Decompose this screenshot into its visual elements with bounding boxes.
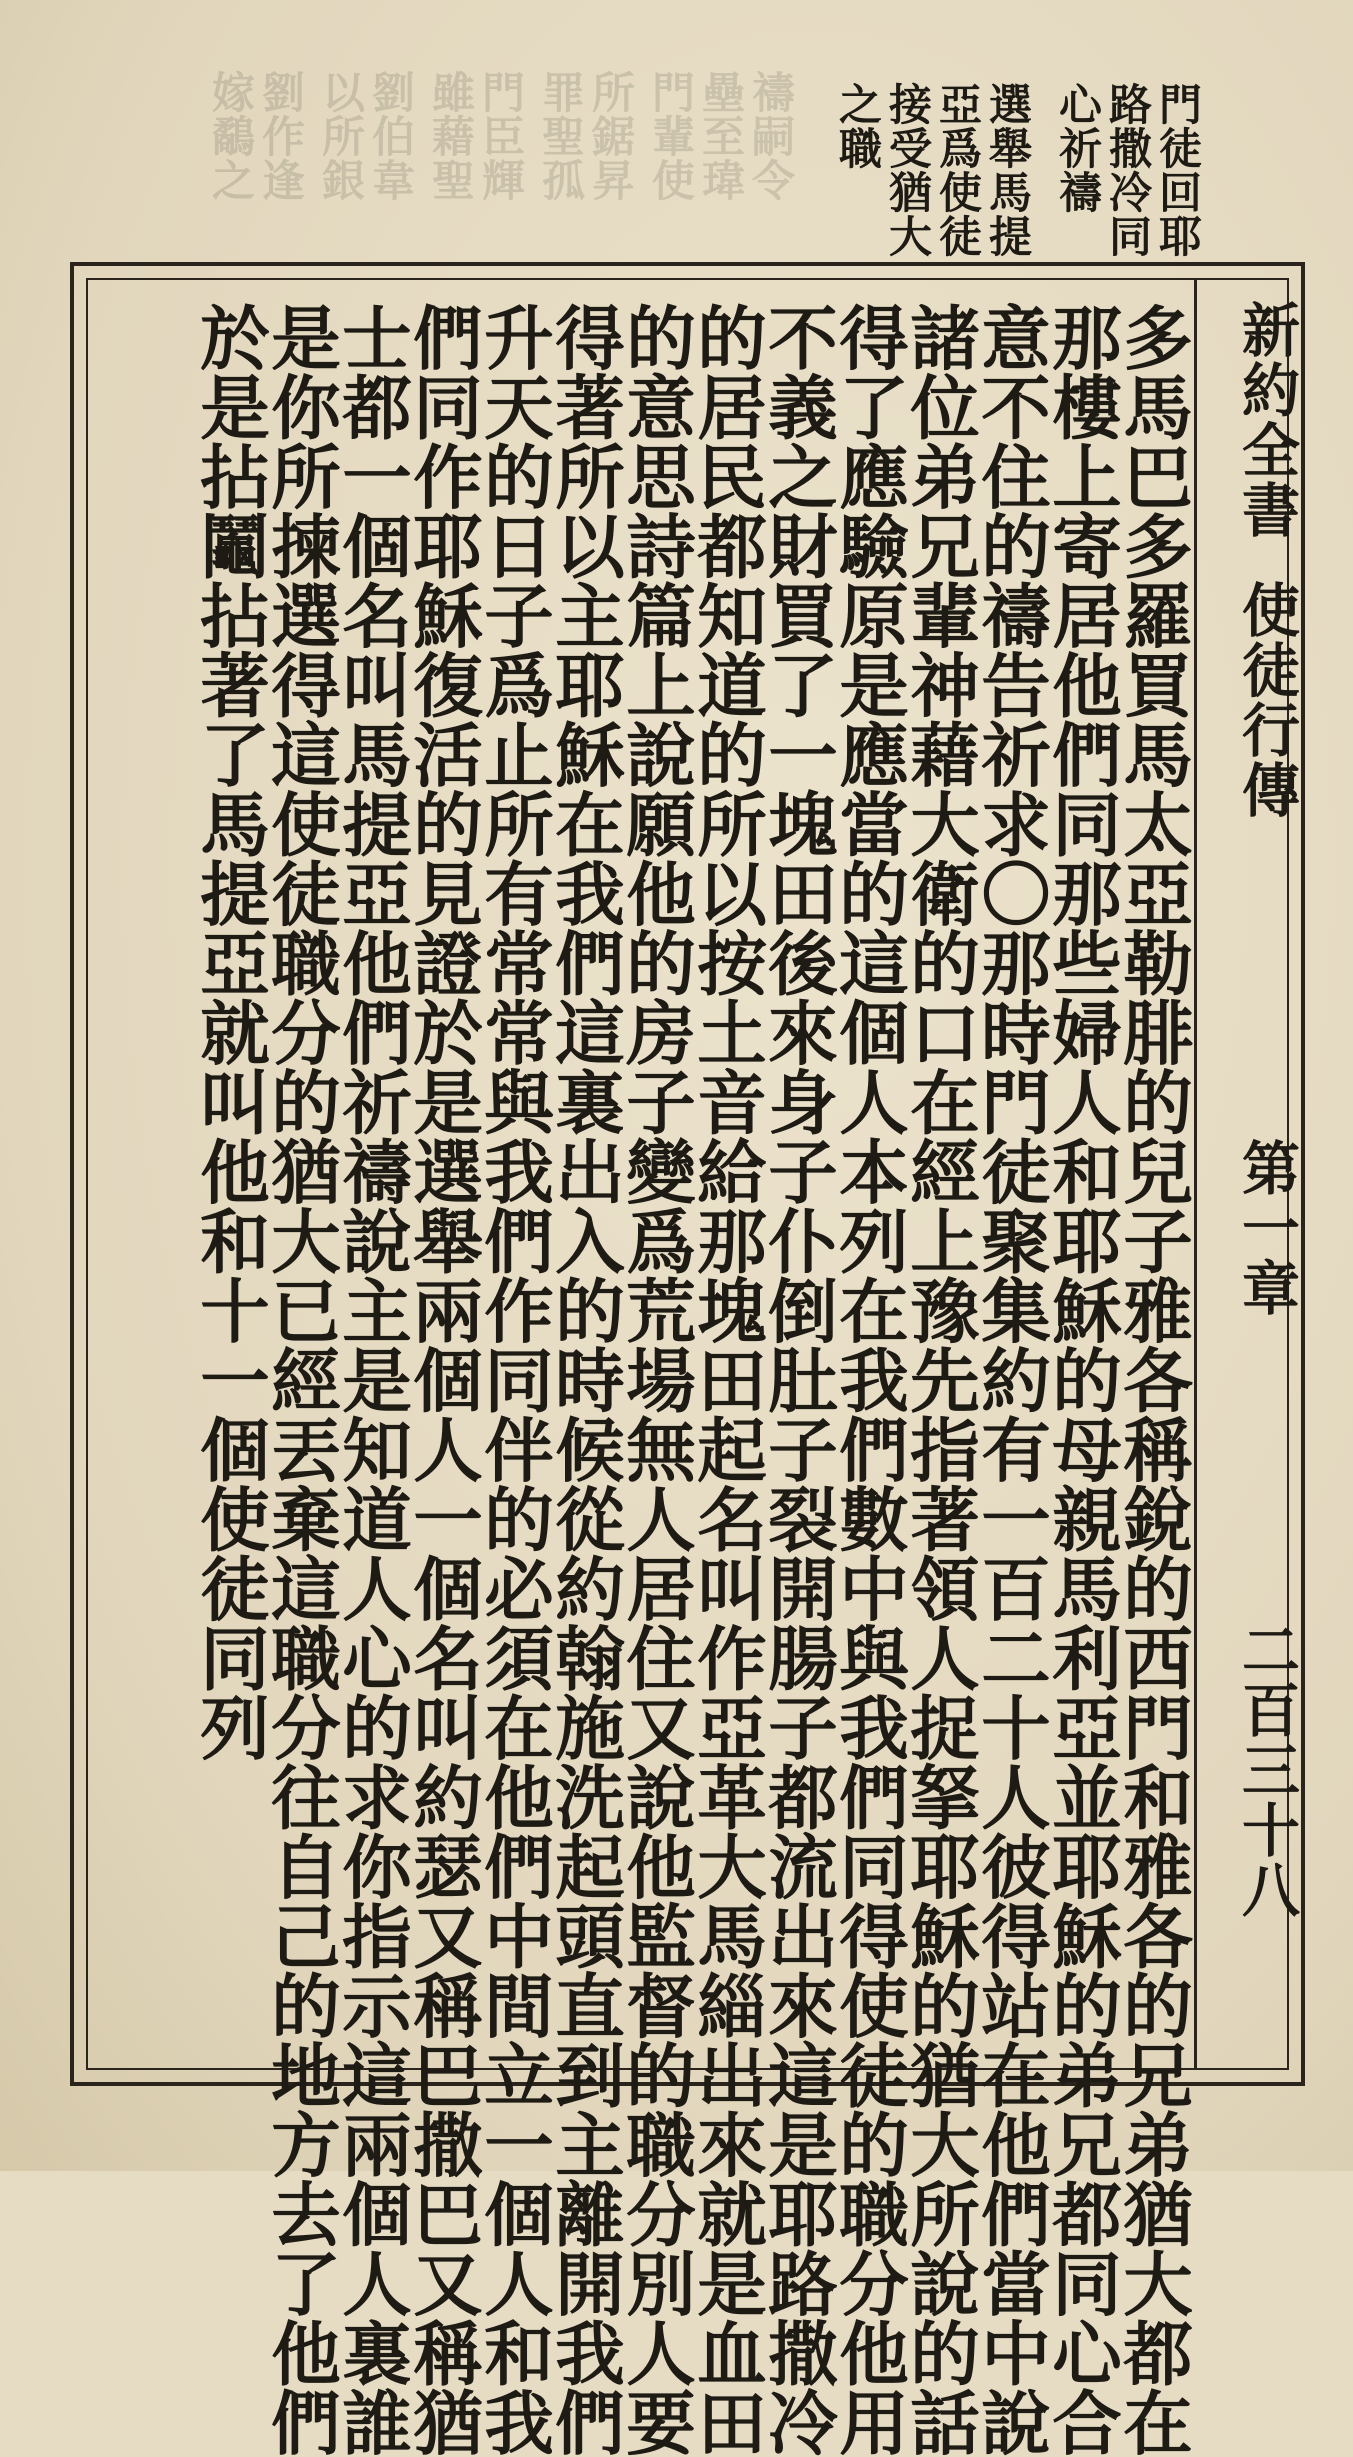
text-column: 多馬巴多羅買馬太亞勒腓的兒子雅各稱銳的西門和雅各的兄弟猶大都在 bbox=[1111, 302, 1192, 2457]
bleed-through-text: 門臣輝 bbox=[475, 70, 525, 202]
head-note-line: 門徒回耶 bbox=[1152, 82, 1202, 258]
page-number: 二百三十八 bbox=[1232, 1620, 1300, 1920]
bleed-through-text: 所鋸昇 bbox=[585, 70, 635, 202]
head-note-line: 選舉馬提 bbox=[982, 82, 1032, 258]
head-note-line: 接受猶大 bbox=[882, 82, 932, 258]
header-divider bbox=[1194, 280, 1197, 2068]
text-column: 士都一個名叫馬提亞他們祈禱說主是知道人心的求你指示這兩個人裏誰 bbox=[330, 302, 411, 2457]
bleed-through-text: 劉作逢 bbox=[255, 70, 305, 202]
text-column: 諸位弟兄輩神藉大衛的口在經上豫先指著領人捉拏耶穌的猶大所說的話 bbox=[898, 302, 979, 2457]
bleed-through-text: 罪聖孤 bbox=[535, 70, 585, 202]
head-note-line: 亞爲使徒 bbox=[932, 82, 982, 258]
text-column: 不義之財買了一塊田後來身子仆倒肚子裂開腸子都流出來這是耶路撒冷 bbox=[756, 302, 837, 2457]
bleed-through-text: 禱嗣令 bbox=[745, 70, 795, 202]
book-title: 新約全書 bbox=[1232, 300, 1300, 540]
text-column: 的居民都知道的所以按土音給那塊田起名叫作亞革大馬緇出來就是血田 bbox=[685, 302, 766, 2457]
text-column: 得了應驗原是應當的這個人本列在我們數中與我們同得使徒的職分他用 bbox=[827, 302, 908, 2457]
text-column: 意不住的禱告祈求〇那時門徒聚集約有一百二十人彼得站在他們當中說 bbox=[969, 302, 1050, 2457]
head-note-line: 路撒冷同 bbox=[1102, 82, 1152, 258]
chapter-label: 第一章 bbox=[1232, 1138, 1300, 1318]
text-column: 升天的日子爲止所有常常與我們作同伴的必須在他們中間立一個人和我 bbox=[472, 302, 553, 2457]
text-column: 於是拈鬮拈著了馬提亞就叫他和十一個使徒同列 bbox=[188, 302, 269, 1762]
book-section: 使徒行傳 bbox=[1232, 580, 1300, 820]
bleed-through-text: 嫁鷸之 bbox=[205, 70, 255, 202]
head-note-line: 心祈禱 bbox=[1052, 82, 1102, 214]
text-column: 們同作耶穌復活的見證於是選舉兩個人一個名叫約瑟又稱巴撒巴又稱猶 bbox=[401, 302, 482, 2457]
text-column: 是你所揀選得這使徒職分的猶大已經丟棄這職分往自己的地方去了他們 bbox=[259, 302, 340, 2457]
bleed-through-text: 以所銀 bbox=[315, 70, 365, 202]
bleed-through-text: 雖藉聖 bbox=[425, 70, 475, 202]
head-note-line: 之職 bbox=[832, 82, 882, 170]
text-column: 那樓上寄居他們同那些婦人和耶穌的母親馬利亞並耶穌的弟兄都同心合 bbox=[1040, 302, 1121, 2457]
bleed-through-text: 門輩使 bbox=[645, 70, 695, 202]
bleed-through-text: 壘至瑋 bbox=[695, 70, 745, 202]
bleed-through-text: 劉伯韋 bbox=[365, 70, 415, 202]
text-column: 得著所以主耶穌在我們這裏出入的時候從約翰施洗起頭直到主離開我們 bbox=[543, 302, 624, 2457]
text-column: 的意思詩篇上說願他的房子變爲荒場無人居住又說他監督的職分別人要 bbox=[614, 302, 695, 2457]
